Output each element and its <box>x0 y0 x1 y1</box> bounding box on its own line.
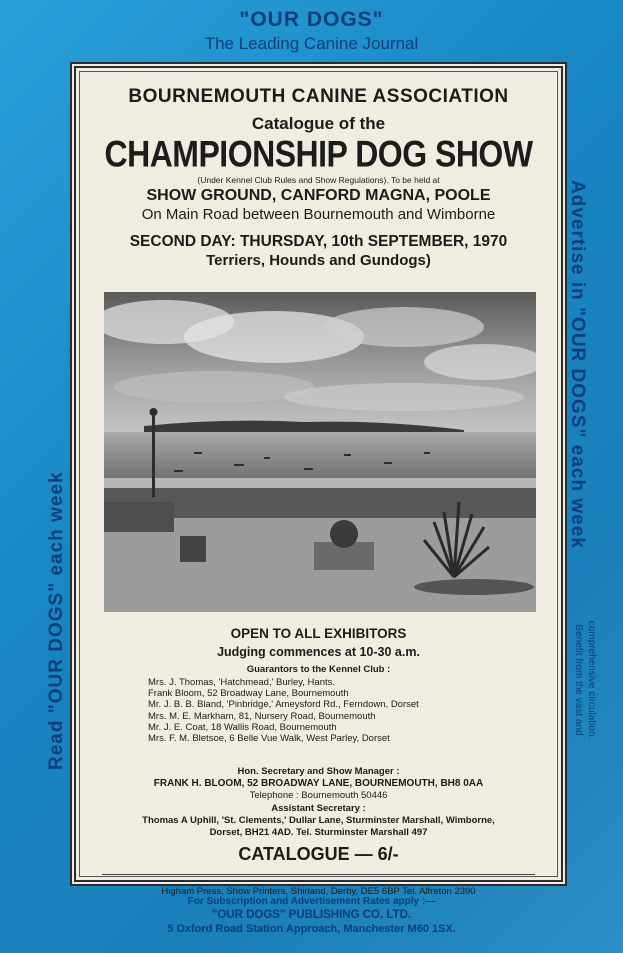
footer-line-1: For Subscription and Advertisement Rates apply :— <box>187 896 436 907</box>
divider <box>102 874 535 875</box>
association-name: BOURNEMOUTH CANINE ASSOCIATION <box>128 86 509 107</box>
guarantor-line: Mrs. J. Thomas, 'Hatchmead,' Burley, Hants. <box>148 677 336 688</box>
open-to-all: OPEN TO ALL EXHIBITORS <box>230 626 407 641</box>
right-side-headline <box>566 180 588 549</box>
catalogue-of-label: Catalogue of the <box>251 114 386 133</box>
catalogue-price: CATALOGUE — 6/- <box>238 844 399 864</box>
left-side-headline-text: Read "OUR DOGS" each week <box>46 471 67 770</box>
show-title: CHAMPIONSHIP DOG SHOW <box>104 133 533 175</box>
guarantor-line: Frank Bloom, 52 Broadway Lane, Bournemouth <box>148 688 349 700</box>
guarantor-line: Mr. J. E. Coat, 18 Wallis Road, Bournemouth <box>148 721 337 733</box>
masthead <box>0 8 623 54</box>
assistant-secretary-line-1: Thomas A Uphill, 'St. Clements,' Dullar Lane, Sturminster Marshall, Wimborne, <box>142 815 495 826</box>
seafront-photo <box>104 292 536 612</box>
secretary-telephone: Telephone : Bournemouth 50446 <box>249 790 388 801</box>
catalogue-panel <box>70 62 567 897</box>
printer-credit: Higham Press, Show Printers, Shirland, Derby, DE5 6BP Tel. Alfreton 2390 <box>161 886 476 897</box>
judging-time: Judging commences at 10-30 a.m. <box>217 645 420 659</box>
guarantor-line: Mr. J. B. B. Bland, 'Pinbridge,' Ameysford Rd., Ferndown, Dorset <box>148 699 419 711</box>
guarantor-line: Mrs. M. E. Markham, 81, Nursery Road, Bournemouth <box>148 710 376 722</box>
masthead-title: "OUR DOGS" <box>239 8 384 31</box>
seafront-photo-illustration <box>104 292 536 612</box>
footer <box>0 896 623 935</box>
footer-publisher: "OUR DOGS" PUBLISHING CO. LTD. <box>211 909 412 921</box>
left-side-headline <box>46 471 68 770</box>
assistant-secretary-heading: Assistant Secretary : <box>271 803 366 814</box>
right-side-blurb <box>572 570 598 790</box>
show-day: SECOND DAY: THURSDAY, 10th SEPTEMBER, 1970 <box>129 233 508 250</box>
right-blurb-line-2: Benefit from the vast and <box>573 624 584 736</box>
guarantors-heading: Guarantors to the Kennel Club : <box>246 664 391 675</box>
assistant-secretary-line-2: Dorset, BH21 4AD. Tel. Sturminster Marshall 497 <box>209 827 428 838</box>
masthead-subtitle: The Leading Canine Journal <box>204 34 419 53</box>
breed-groups: Terriers, Hounds and Gundogs) <box>206 252 431 269</box>
rules-note: (Under Kennel Club Rules and Show Regulations). To be held at <box>197 175 440 185</box>
secretary-address: FRANK H. BLOOM, 52 BROADWAY LANE, BOURNEMOUTH, BH8 0AA <box>153 778 484 789</box>
guarantors-list <box>148 677 419 744</box>
guarantor-line: Mrs. F. M. Bletsoe, 6 Belle Vue Walk, West Parley, Dorset <box>148 733 390 745</box>
show-ground: SHOW GROUND, CANFORD MAGNA, POOLE <box>146 187 491 204</box>
road-directions: On Main Road between Bournemouth and Wimborne <box>141 206 496 223</box>
secretary-heading: Hon. Secretary and Show Manager : <box>237 766 400 777</box>
right-side-headline-text: Advertise in "OUR DOGS" each week <box>567 180 588 549</box>
footer-address: 5 Oxford Road Station Approach, Manchester M60 1SX. <box>167 923 456 935</box>
right-blurb-line-1: comprehensive circulation. <box>586 620 597 740</box>
